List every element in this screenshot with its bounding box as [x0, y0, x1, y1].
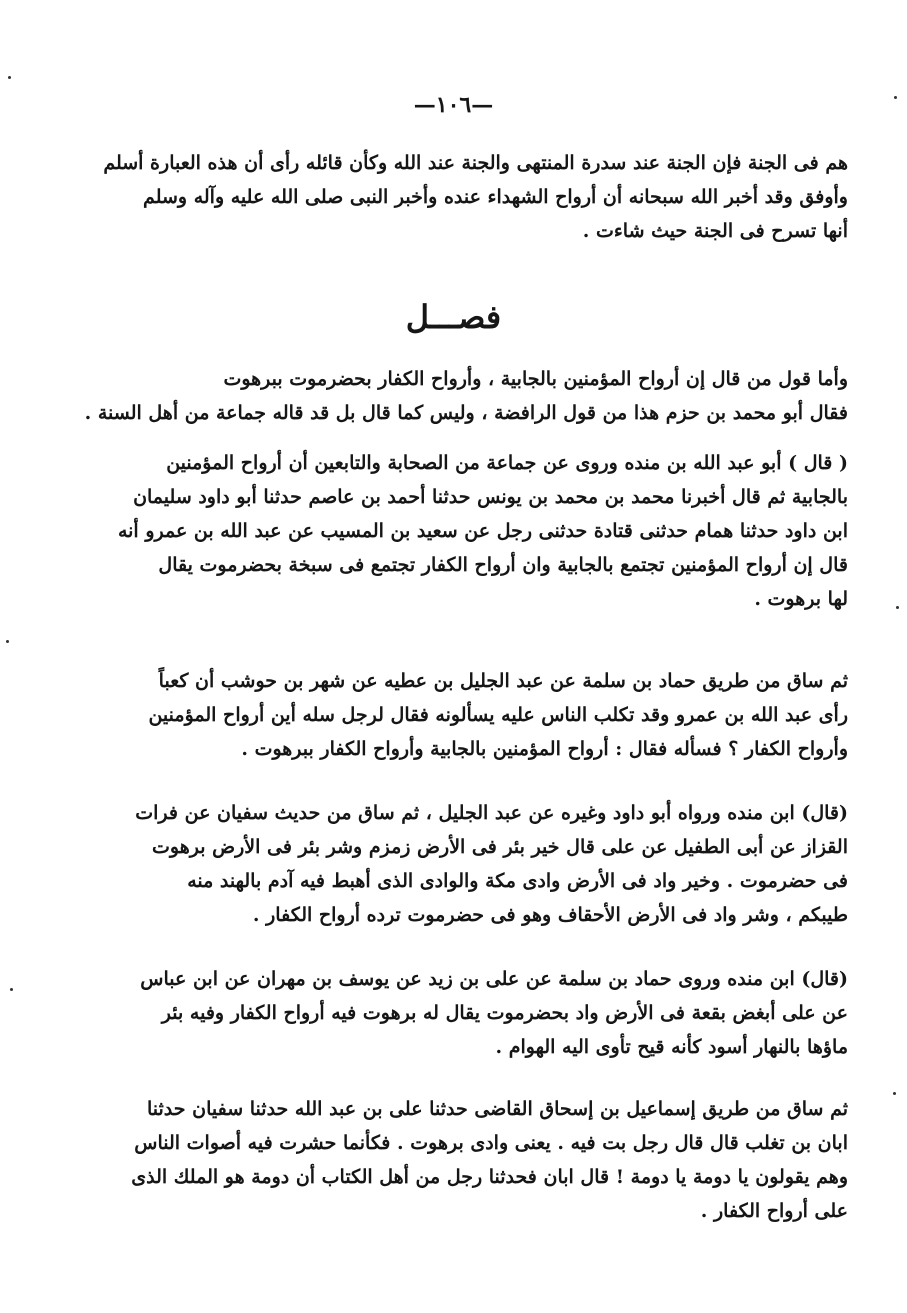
page-number: —١٠٦—	[413, 92, 494, 118]
paragraph	[70, 446, 848, 616]
scan-speck	[896, 606, 899, 609]
paragraph	[70, 362, 848, 430]
scan-speck	[893, 1092, 896, 1095]
paragraph	[70, 1092, 848, 1228]
scan-speck	[10, 988, 13, 991]
text-line: هم فى الجنة فإن الجنة عند سدرة المنتهى والجنة عند الله وكأن قائله رأى أن هذه العبارة أسلم	[103, 152, 848, 174]
text-line: ثم ساق من طريق إسماعيل بن إسحاق القاضى حدثنا على بن عبد الله حدثنا سفيان حدثنا	[147, 1098, 848, 1120]
text-line: القزاز عن أبى الطفيل عن على قال خير بئر فى الأرض زمزم وشر بئر فى الأرض برهوت	[152, 836, 848, 858]
text-line: رأى عبد الله بن عمرو وقد تكلب الناس عليه يسألونه فقال لرجل سله أين أرواح المؤمنين	[148, 704, 848, 726]
scan-speck	[894, 96, 897, 99]
text-line: قال إن أرواح المؤمنين تجتمع بالجابية وان أرواح الكفار تجتمع فى سبخة بحضرموت يقال	[158, 554, 848, 576]
text-line: ابن داود حدثنا همام حدثنى قتادة حدثنى رجل عن سعيد بن المسيب عن عبد الله بن عمرو أنه	[117, 520, 848, 542]
text-line: فى حضرموت . وخير واد فى الأرض وادى مكة والوادى الذى أهبط فيه آدم بالهند منه	[187, 870, 848, 892]
text-line: (قال) ابن منده وروى حماد بن سلمة عن على بن زيد عن يوسف بن مهران عن ابن عباس	[140, 968, 848, 990]
text-line: على أرواح الكفار .	[700, 1200, 848, 1222]
text-line: وأرواح الكفار ؟ فسأله فقال : أرواح المؤمنين بالجابية وأرواح الكفار ببرهوت .	[241, 738, 848, 760]
text-line: (قال) ابن منده ورواه أبو داود وغيره عن عبد الجليل ، ثم ساق من حديث سفيان عن فرات	[135, 802, 848, 824]
text-line: وهم يقولون يا دومة يا دومة ! قال ابان فحدثنا رجل من أهل الكتاب أن دومة هو الملك الذى	[131, 1166, 848, 1188]
text-line: وأوفق وقد أخبر الله سبحانه أن أرواح الشهداء عنده وأخبر النبى صلى الله عليه وآله وسلم	[143, 186, 848, 208]
paragraph-continuation	[70, 146, 848, 248]
scan-speck	[8, 76, 11, 79]
text-line: ابان بن تغلب قال قال رجل بت فيه . يعنى وادى برهوت . فكأنما حشرت فيه أصوات الناس	[134, 1132, 848, 1154]
text-line: أنها تسرح فى الجنة حيث شاءت .	[582, 220, 848, 242]
text-line: ثم ساق من طريق حماد بن سلمة عن عبد الجليل بن عطيه عن شهر بن حوشب أن كعباً	[158, 670, 848, 692]
paragraph	[70, 796, 848, 932]
paragraph	[70, 962, 848, 1064]
section-heading: فصـــل	[405, 298, 502, 336]
text-line: وأما قول من قال إن أرواح المؤمنين بالجابية ، وأرواح الكفار بحضرموت ببرهوت	[223, 368, 848, 390]
text-line: عن على أبغض بقعة فى الأرض واد بحضرموت يقال له برهوت فيه أرواح الكفار وفيه بئر	[161, 1002, 848, 1024]
text-line: طيبكم ، وشر واد فى الأرض الأحقاف وهو فى حضرموت ترده أرواح الكفار .	[252, 904, 848, 926]
scan-speck	[6, 640, 9, 643]
text-line: ( قال ) أبو عبد الله بن منده وروى عن جماعة من الصحابة والتابعين أن أرواح المؤمنين	[166, 452, 848, 474]
text-line: لها برهوت .	[754, 588, 848, 610]
text-line: فقال أبو محمد بن حزم هذا من قول الرافضة ، وليس كما قال بل قد قاله جماعة من أهل السنة .	[84, 402, 848, 424]
text-line: بالجابية ثم قال أخبرنا محمد بن محمد بن يونس حدثنا أحمد بن عاصم حدثنا أبو داود سليمان	[133, 486, 848, 508]
paragraph	[70, 664, 848, 766]
text-line: ماؤها بالنهار أسود كأنه قيح تأوى اليه الهوام .	[495, 1036, 848, 1058]
